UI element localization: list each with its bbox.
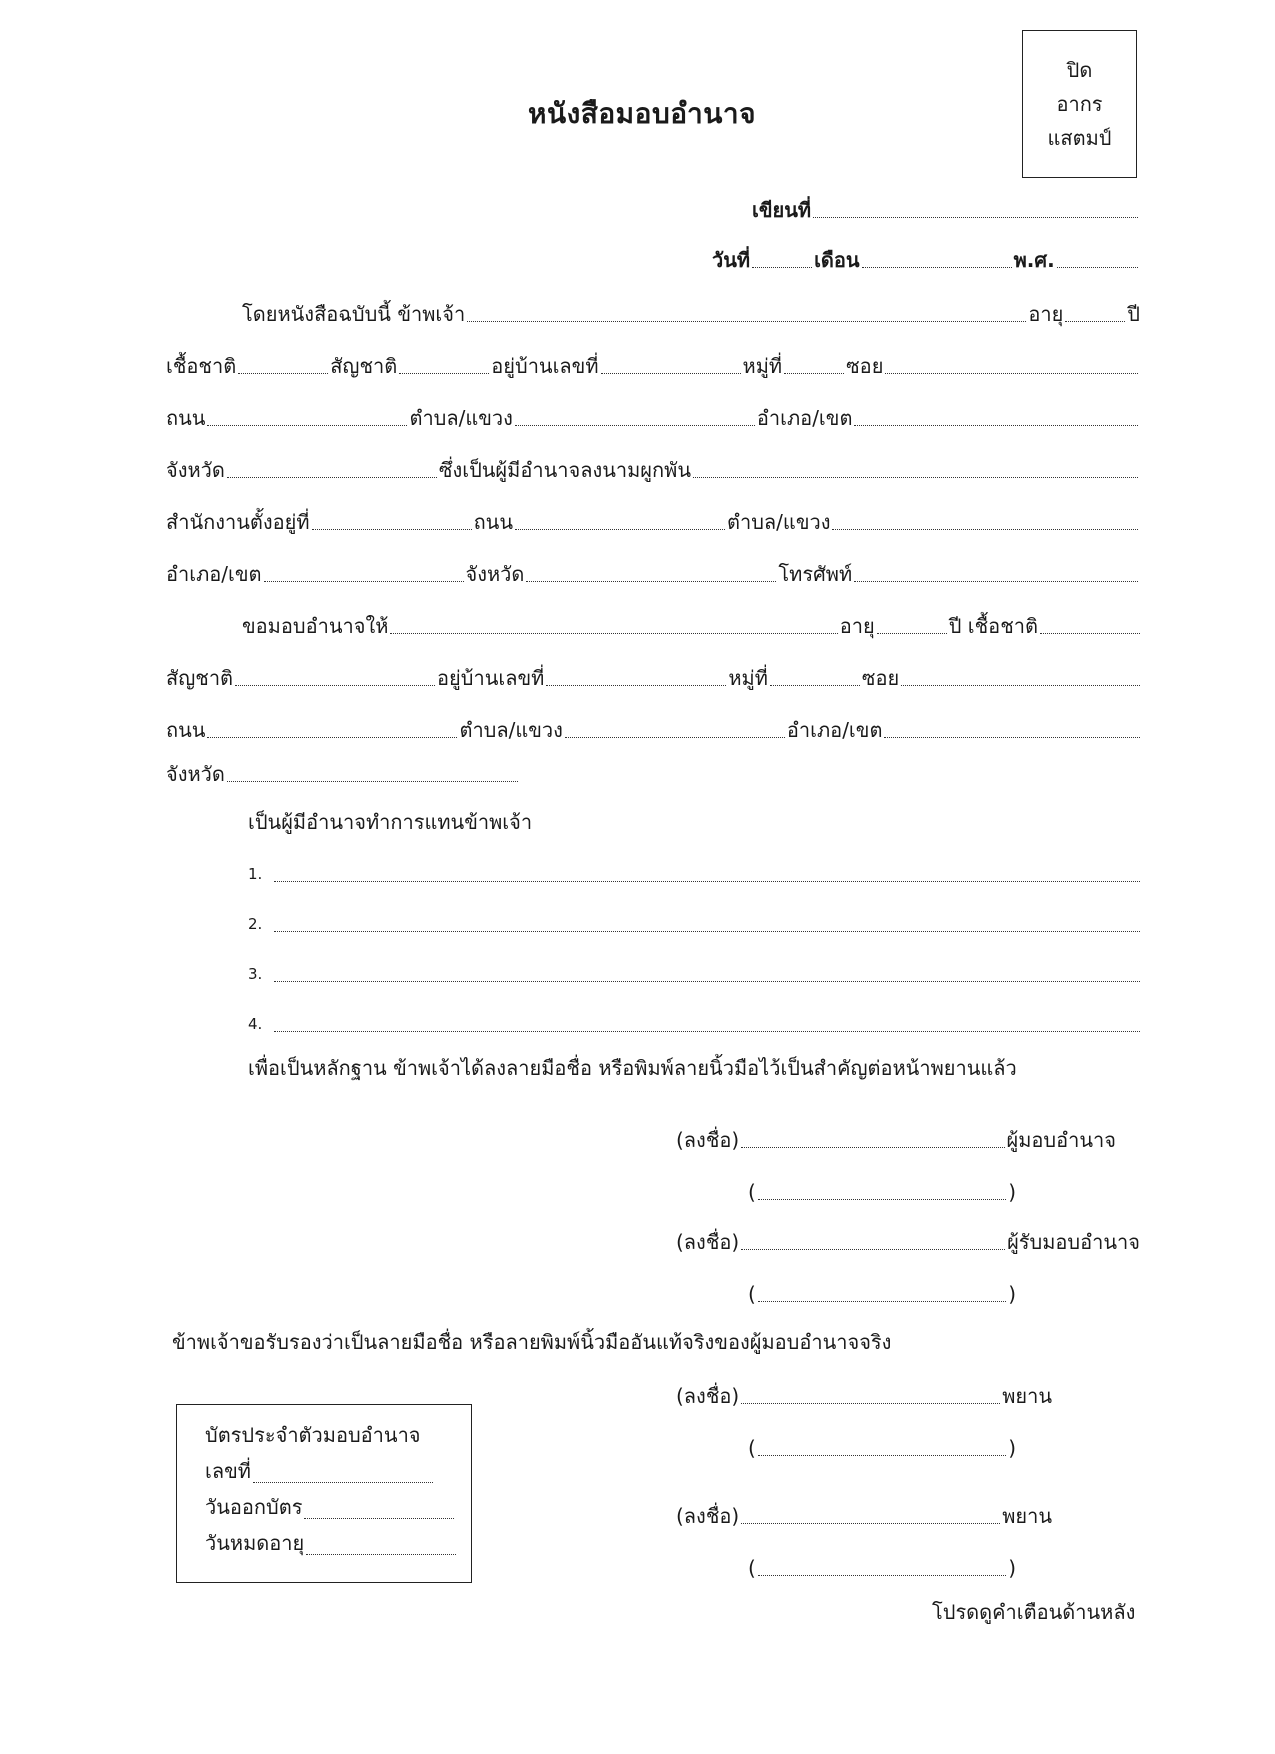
acts-heading [248,808,532,836]
grantee-subdistrict-field[interactable] [565,737,785,738]
id-card-issued-label: วันออกบัตร [205,1495,303,1519]
grantor-soi-label: ซอย [846,354,884,378]
grantor-road-label: ถนน [166,406,206,430]
grantee-soi-label: ซอย [861,666,900,690]
grantor-race-label: เชื้อชาติ [166,354,237,378]
certify-text: ข้าพเจ้าขอรับรองว่าเป็นลายมือชื่อ หรือลายพิมพ์นิ้วมืออันแท้จริงของผู้มอบอำนาจจริง [172,1330,892,1354]
grantor-open-paren: ( [748,1180,756,1204]
grantor-intro-label: โดยหนังสือฉบับนี้ ข้าพเจ้า [242,302,466,326]
witness1-close-paren: ) [1008,1436,1016,1460]
grantee-soi-field[interactable] [901,685,1140,686]
grantor-soi-field[interactable] [885,373,1138,374]
grantor-intro-row [242,300,1140,328]
grantor-authorized-label: ซึ่งเป็นผู้มีอำนาจลงนามผูกพัน [438,458,691,482]
id-card-expiry-row [205,1525,453,1561]
grantor-name-field[interactable] [467,321,1026,322]
witness2-sign-label: (ลงชื่อ) [676,1504,740,1528]
witness2-printed-name-field[interactable] [758,1575,1006,1576]
date-row [712,246,1140,274]
grantor-province-row [166,456,1140,484]
date-day-field[interactable] [752,267,812,268]
grantor-road2-label: ถนน [473,510,514,534]
grantor-phone-field[interactable] [854,581,1138,582]
evidence-statement [248,1054,1017,1082]
grantee-year-race-label: ปี เชื้อชาติ [948,614,1038,638]
grantor-signature-row [676,1126,1116,1154]
act-line-3 [248,960,1142,988]
stamp-line-1: ปิด [1066,58,1093,82]
grantee-age-label: อายุ [839,614,875,638]
grantor-sign-label: (ลงชื่อ) [676,1128,740,1152]
act-number-1: 1. [248,865,263,883]
stamp-line-2: อากร [1056,92,1103,116]
grantee-province-row [166,760,520,788]
grantee-intro-label: ขอมอบอำนาจให้ [242,614,389,638]
witness1-signature-field[interactable] [741,1403,1000,1404]
grantor-subdistrict2-field[interactable] [832,529,1138,530]
grantee-signature-field[interactable] [741,1249,1005,1250]
witness1-printed-name-field[interactable] [758,1455,1006,1456]
witness2-role-label: พยาน [1002,1504,1052,1528]
grantor-authorized-field[interactable] [693,477,1138,478]
grantee-province-label: จังหวัด [166,762,225,786]
id-card-issued-field[interactable] [304,1518,454,1519]
grantor-district2-row [166,560,1140,588]
grantee-close-paren: ) [1008,1282,1016,1306]
grantor-province-field[interactable] [227,477,437,478]
acts-heading-text: เป็นผู้มีอำนาจทำการแทนข้าพเจ้า [248,810,533,834]
grantee-printed-name-field[interactable] [758,1301,1006,1302]
id-card-expiry-field[interactable] [306,1554,456,1555]
grantee-moo-field[interactable] [770,685,860,686]
witness2-open-paren: ( [748,1556,756,1580]
grantee-district-label: อำเภอ/เขต [786,718,883,742]
grantor-nationality-field[interactable] [399,373,489,374]
act-line-2 [248,910,1142,938]
id-card-title-row [205,1417,453,1453]
id-card-number-field[interactable] [253,1482,433,1483]
witness2-signature-row [676,1502,1052,1530]
grantor-race-field[interactable] [238,373,328,374]
footer-note-text: โปรดดูคำเตือนด้านหลัง [932,1600,1136,1624]
grantor-age-field[interactable] [1065,321,1125,322]
grantor-road-field[interactable] [207,425,407,426]
stamp-line-3: แสตมป์ [1047,126,1112,150]
grantee-subdistrict-label: ตำบล/แขวง [459,718,563,742]
grantee-race-field[interactable] [1040,633,1140,634]
grantee-nationality-row [166,664,1142,692]
grantor-phone-label: โทรศัพท์ [778,562,853,586]
grantor-district2-label: อำเภอ/เขต [166,562,262,586]
grantor-province-label: จังหวัด [166,458,225,482]
grantor-house-no-label: อยู่บ้านเลขที่ [491,354,599,378]
grantee-intro-row [242,612,1142,640]
grantee-house-no-field[interactable] [546,685,726,686]
grantee-role-label: ผู้รับมอบอำนาจ [1007,1230,1140,1254]
grantee-district-field[interactable] [884,737,1140,738]
written-at-label: เขียนที่ [752,198,812,222]
grantor-nationality-label: สัญชาติ [330,354,398,378]
act-field-1[interactable] [274,881,1140,882]
grantor-office-row [166,508,1140,536]
grantor-year-label: ปี [1127,302,1140,326]
grantee-road-label: ถนน [166,718,206,742]
act-number-4: 4. [248,1015,263,1033]
stamp-box [1022,30,1137,178]
grantor-signature-field[interactable] [741,1147,1004,1148]
grantor-province2-label: จังหวัด [465,562,525,586]
grantor-close-paren: ) [1008,1180,1016,1204]
id-card-title: บัตรประจำตัวมอบอำนาจ [205,1423,421,1447]
grantee-road-field[interactable] [207,737,457,738]
grantee-nationality-field[interactable] [235,685,435,686]
grantor-province2-field[interactable] [526,581,776,582]
written-at-field[interactable] [813,217,1138,218]
certify-statement [172,1328,891,1356]
grantor-printed-name-field[interactable] [758,1199,1006,1200]
grantor-printed-name-row [748,1178,1016,1206]
evidence-text: เพื่อเป็นหลักฐาน ข้าพเจ้าได้ลงลายมือชื่อ หรือพิมพ์ลายนิ้วมือไว้เป็นสำคัญต่อหน้าพยานแล้ว [248,1056,1017,1080]
grantor-district-field[interactable] [854,425,1138,426]
witness1-printed-name-row [748,1434,1016,1462]
date-month-label: เดือน [814,248,860,272]
grantor-road-row [166,404,1140,432]
date-day-label: วันที่ [712,248,751,272]
act-line-1 [248,860,1142,888]
witness2-signature-field[interactable] [741,1523,1000,1524]
date-month-field[interactable] [862,267,1012,268]
id-card-number-label: เลขที่ [205,1459,251,1483]
grantor-race-row [166,352,1140,380]
grantor-role-label: ผู้มอบอำนาจ [1006,1128,1116,1152]
grantor-subdistrict2-label: ตำบล/แขวง [727,510,831,534]
grantor-district2-field[interactable] [264,581,464,582]
page-title: หนังสือมอบอำนาจ [528,97,757,130]
witness1-open-paren: ( [748,1436,756,1460]
act-field-3[interactable] [274,981,1140,982]
grantor-office-label: สำนักงานตั้งอยู่ที่ [166,510,310,534]
grantee-house-no-label: อยู่บ้านเลขที่ [437,666,545,690]
grantee-province-field[interactable] [227,781,518,782]
grantee-open-paren: ( [748,1282,756,1306]
grantee-name-field[interactable] [390,633,837,634]
act-field-2[interactable] [274,931,1140,932]
act-line-4 [248,1010,1142,1038]
grantor-moo-field[interactable] [784,373,844,374]
witness1-signature-row [676,1382,1052,1410]
grantor-house-no-field[interactable] [601,373,741,374]
grantor-age-label: อายุ [1028,302,1064,326]
act-number-3: 3. [248,965,263,983]
date-year-label: พ.ศ. [1013,248,1055,272]
act-field-4[interactable] [274,1031,1140,1032]
grantor-road2-field[interactable] [515,529,725,530]
grantor-subdistrict-label: ตำบล/แขวง [409,406,513,430]
grantor-district-label: อำเภอ/เขต [756,406,853,430]
witness2-close-paren: ) [1008,1556,1016,1580]
grantee-printed-name-row [748,1280,1016,1308]
written-at-row [752,196,1140,224]
grantee-age-field[interactable] [877,633,947,634]
id-card-expiry-label: วันหมดอายุ [205,1531,305,1555]
grantee-signature-row [676,1228,1140,1256]
grantee-sign-label: (ลงชื่อ) [676,1230,740,1254]
act-number-2: 2. [248,915,263,933]
witness1-role-label: พยาน [1002,1384,1052,1408]
id-card-issued-row [205,1489,453,1525]
grantor-moo-label: หมู่ที่ [742,354,783,378]
witness2-printed-name-row [748,1554,1016,1582]
date-year-field[interactable] [1057,267,1138,268]
witness1-sign-label: (ลงชื่อ) [676,1384,740,1408]
grantor-office-field[interactable] [312,529,472,530]
grantee-moo-label: หมู่ที่ [728,666,768,690]
footer-note [932,1598,1135,1626]
id-card-number-row [205,1453,453,1489]
grantee-nationality-label: สัญชาติ [166,666,234,690]
grantor-subdistrict-field[interactable] [515,425,755,426]
grantee-road-row [166,716,1142,744]
id-card-box [176,1404,472,1583]
